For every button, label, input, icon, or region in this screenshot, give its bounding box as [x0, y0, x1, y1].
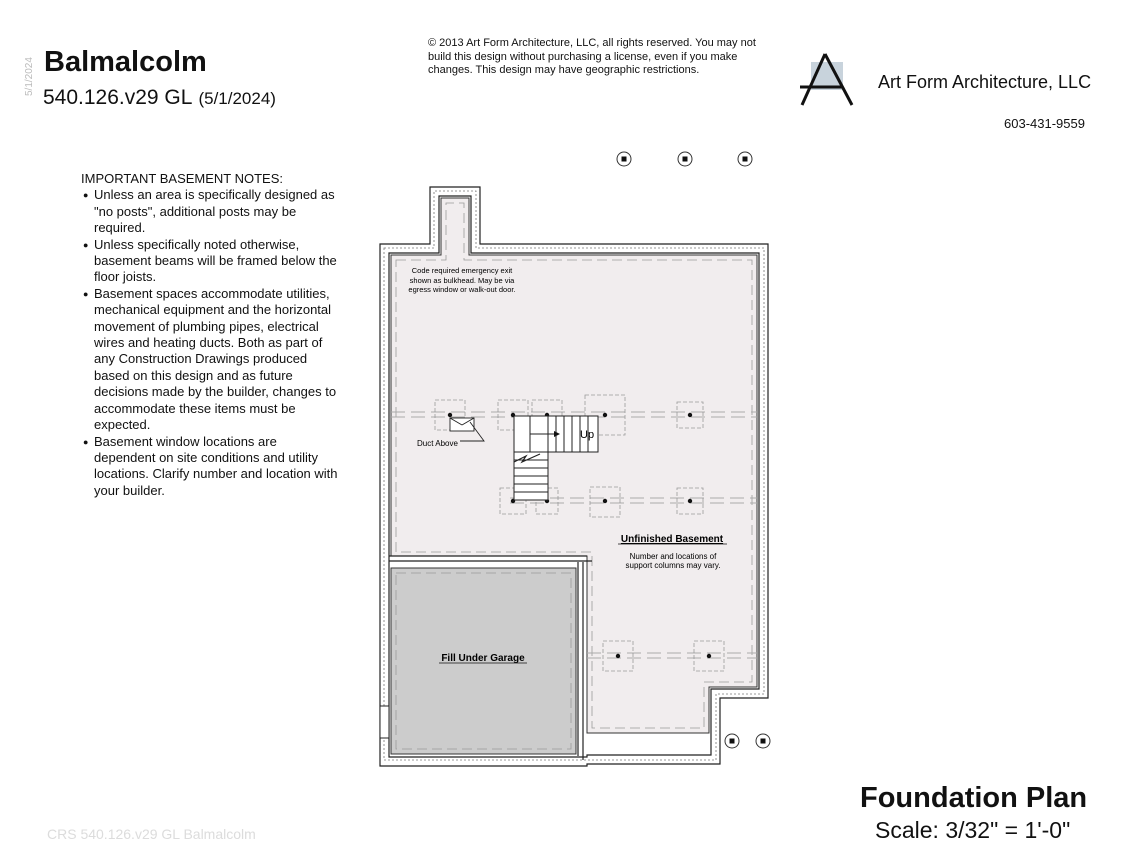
stair-up-label: Up [580, 429, 595, 441]
firm-name: Art Form Architecture, LLC [878, 72, 1092, 92]
note-item: ● Unless an area is specifically designed as "no posts", additional posts may be required. [81, 187, 341, 236]
bulkhead-note-line: egress window or walk-out door. [408, 285, 516, 294]
copyright-notice: © 2013 Art Form Architecture, LLC, all rights reserved. You may not build this design without purchasing a license, even if you make changes. This design may have geographic restrictions. [428, 37, 756, 76]
bulkhead-note-line: Code required emergency exit [411, 266, 513, 275]
footer-watermark: CRS 540.126.v29 GL Balmalcolm [47, 826, 256, 842]
plan-number: 540.126.v29 GL [43, 86, 193, 109]
plan-scale: Scale: 3/32" = 1'-0" [875, 817, 1071, 843]
note-item: ● Basement spaces accommodate utilities, mechanical equipment and the horizontal movement of plumbing pipes, electrical wires and heating ducts. Both as part of any Construction Drawings produced based on this design and as future decisions made by the builder, changes to accommodate these items must be expected. [81, 286, 341, 434]
plan-title: Foundation Plan [860, 782, 1088, 814]
room-note-line: support columns may vary. [625, 561, 721, 570]
note-item: ● Unless specifically noted otherwise, basement beams will be framed below the floor joists. [81, 237, 341, 286]
plan-date: (5/1/2024) [198, 89, 276, 108]
firm-phone: 603-431-9559 [1004, 116, 1085, 131]
room-name-label: Unfinished Basement [620, 534, 724, 545]
notes-heading: IMPORTANT BASEMENT NOTES: [81, 171, 284, 186]
garage-fill-label: Fill Under Garage [441, 653, 525, 664]
duct-above-label: Duct Above [417, 439, 458, 448]
room-note-line: Number and locations of [629, 552, 717, 561]
plan-name-title: Balmalcolm [44, 46, 207, 78]
bulkhead-note-line: shown as bulkhead. May be via [409, 276, 515, 285]
side-date-stamp: 5/1/2024 [24, 57, 35, 96]
note-item: ● Basement window locations are dependent on site conditions and utility locations. Clarify number and location with your builder. [81, 434, 341, 500]
